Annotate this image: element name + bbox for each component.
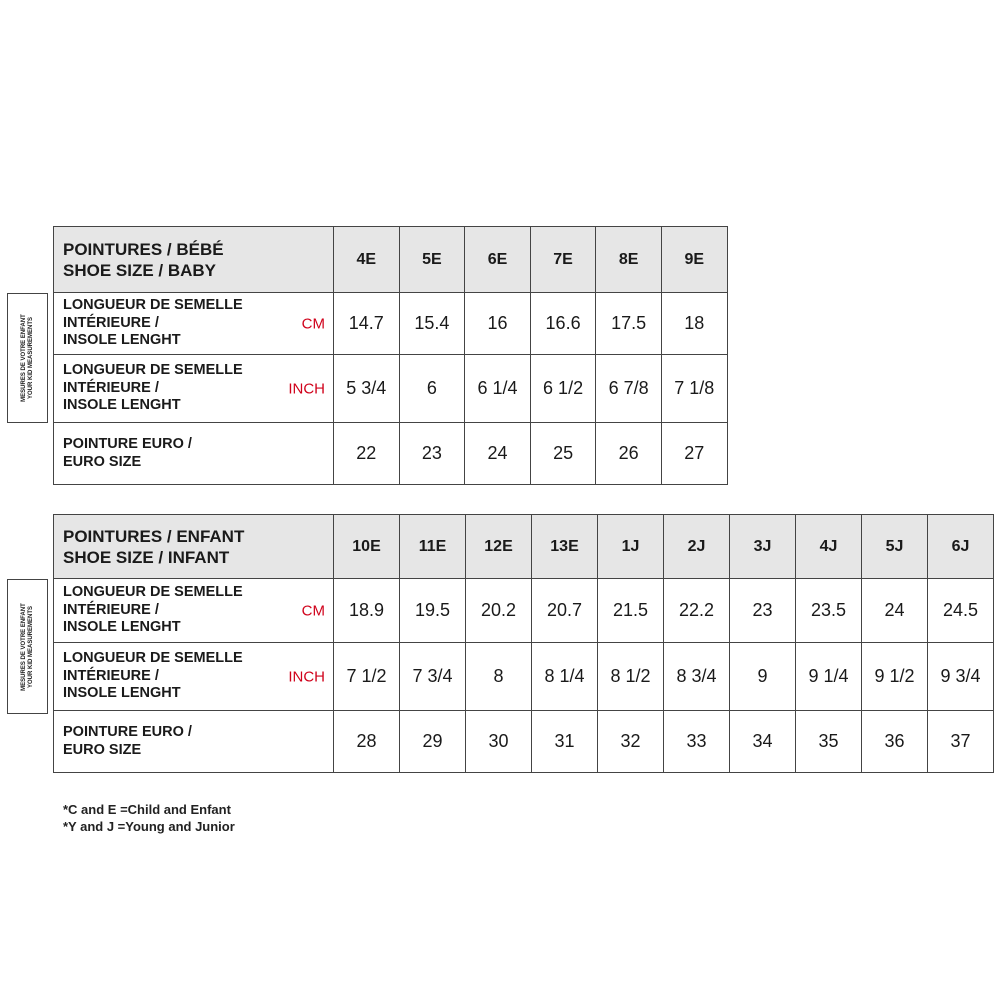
baby-value-cell: 23: [399, 423, 465, 485]
baby-value-cell: 27: [661, 423, 727, 485]
baby-value-cell: 16.6: [530, 293, 596, 355]
baby-row-label-2: [54, 423, 334, 485]
infant-row-0: [54, 579, 994, 643]
baby-table-title: POINTURES / BÉBÉ SHOE SIZE / BABY: [54, 227, 334, 293]
baby-value-cell: 15.4: [399, 293, 465, 355]
baby-size-4e: 4E: [334, 227, 400, 293]
baby-row-2: [54, 423, 728, 485]
baby-row-label-text-2: POINTURE EURO / EURO SIZE: [63, 436, 192, 470]
infant-size-10e: 10E: [334, 515, 400, 579]
baby-row-label-0: [54, 293, 334, 355]
infant-value-cell: 9 3/4: [928, 643, 994, 711]
footnote-child: *C and E =Child and Enfant: [63, 802, 231, 817]
baby-row-unit-0: CM: [301, 314, 325, 332]
infant-value-cell: 18.9: [334, 579, 400, 643]
infant-value-cell: 9 1/2: [862, 643, 928, 711]
baby-row-unit-1: INCH: [288, 379, 325, 397]
infant-size-table: [53, 514, 994, 773]
infant-value-cell: 23: [730, 579, 796, 643]
infant-value-cell: 8 1/2: [598, 643, 664, 711]
baby-value-cell: 6 7/8: [596, 355, 662, 423]
baby-value-cell: 18: [661, 293, 727, 355]
infant-row-unit-1: INCH: [288, 667, 325, 685]
infant-row-label-text-2: POINTURE EURO / EURO SIZE: [63, 724, 192, 758]
infant-value-cell: 34: [730, 711, 796, 773]
baby-value-cell: 6 1/2: [530, 355, 596, 423]
infant-value-cell: 20.7: [532, 579, 598, 643]
baby-value-cell: 25: [530, 423, 596, 485]
baby-size-8e: 8E: [596, 227, 662, 293]
infant-value-cell: 36: [862, 711, 928, 773]
baby-value-cell: 14.7: [334, 293, 400, 355]
baby-row-label-1: [54, 355, 334, 423]
infant-row-unit-0: CM: [301, 601, 325, 619]
infant-size-3j: 3J: [730, 515, 796, 579]
infant-size-13e: 13E: [532, 515, 598, 579]
infant-size-5j: 5J: [862, 515, 928, 579]
infant-row-label-2: [54, 711, 334, 773]
side-label-baby: MESURES DE VOTRE ENFANT YOUR KID MEASUREMENTS: [20, 314, 34, 402]
infant-value-cell: 31: [532, 711, 598, 773]
baby-size-6e: 6E: [465, 227, 531, 293]
infant-table-title: POINTURES / ENFANT SHOE SIZE / INFANT: [54, 515, 334, 579]
infant-size-11e: 11E: [400, 515, 466, 579]
infant-header-row: [54, 515, 994, 579]
baby-value-cell: 6 1/4: [465, 355, 531, 423]
side-label-infant: MESURES DE VOTRE ENFANT YOUR KID MEASUREMENTS: [20, 602, 34, 691]
side-label-box-baby: [7, 293, 48, 423]
infant-value-cell: 33: [664, 711, 730, 773]
infant-row-2: [54, 711, 994, 773]
infant-value-cell: 28: [334, 711, 400, 773]
side-label-box-infant: [7, 579, 48, 714]
baby-row-label-text-0: LONGUEUR DE SEMELLE INTÉRIEURE / INSOLE LENGHT: [63, 297, 243, 349]
baby-value-cell: 26: [596, 423, 662, 485]
baby-size-5e: 5E: [399, 227, 465, 293]
infant-size-12e: 12E: [466, 515, 532, 579]
infant-value-cell: 35: [796, 711, 862, 773]
baby-value-cell: 6: [399, 355, 465, 423]
infant-value-cell: 20.2: [466, 579, 532, 643]
infant-value-cell: 24: [862, 579, 928, 643]
baby-size-9e: 9E: [661, 227, 727, 293]
baby-value-cell: 22: [334, 423, 400, 485]
infant-row-label-text-1: LONGUEUR DE SEMELLE INTÉRIEURE / INSOLE LENGHT: [63, 650, 243, 702]
footnote-young: *Y and J =Young and Junior: [63, 819, 235, 834]
infant-size-1j: 1J: [598, 515, 664, 579]
baby-value-cell: 16: [465, 293, 531, 355]
infant-size-4j: 4J: [796, 515, 862, 579]
baby-value-cell: 24: [465, 423, 531, 485]
infant-value-cell: 37: [928, 711, 994, 773]
infant-value-cell: 7 1/2: [334, 643, 400, 711]
infant-value-cell: 22.2: [664, 579, 730, 643]
infant-size-2j: 2J: [664, 515, 730, 579]
infant-value-cell: 32: [598, 711, 664, 773]
infant-value-cell: 9: [730, 643, 796, 711]
infant-value-cell: 24.5: [928, 579, 994, 643]
baby-row-0: [54, 293, 728, 355]
baby-value-cell: 17.5: [596, 293, 662, 355]
infant-value-cell: 8: [466, 643, 532, 711]
infant-value-cell: 7 3/4: [400, 643, 466, 711]
infant-value-cell: 8 1/4: [532, 643, 598, 711]
infant-size-6j: 6J: [928, 515, 994, 579]
infant-value-cell: 30: [466, 711, 532, 773]
infant-value-cell: 23.5: [796, 579, 862, 643]
infant-value-cell: 19.5: [400, 579, 466, 643]
infant-value-cell: 9 1/4: [796, 643, 862, 711]
baby-size-table: [53, 226, 728, 485]
baby-value-cell: 5 3/4: [334, 355, 400, 423]
infant-value-cell: 8 3/4: [664, 643, 730, 711]
infant-value-cell: 21.5: [598, 579, 664, 643]
infant-row-label-0: [54, 579, 334, 643]
infant-row-label-1: [54, 643, 334, 711]
baby-row-label-text-1: LONGUEUR DE SEMELLE INTÉRIEURE / INSOLE LENGHT: [63, 362, 243, 414]
infant-row-label-text-0: LONGUEUR DE SEMELLE INTÉRIEURE / INSOLE LENGHT: [63, 584, 243, 636]
baby-row-1: [54, 355, 728, 423]
infant-row-1: [54, 643, 994, 711]
baby-size-7e: 7E: [530, 227, 596, 293]
baby-value-cell: 7 1/8: [661, 355, 727, 423]
infant-value-cell: 29: [400, 711, 466, 773]
baby-header-row: [54, 227, 728, 293]
